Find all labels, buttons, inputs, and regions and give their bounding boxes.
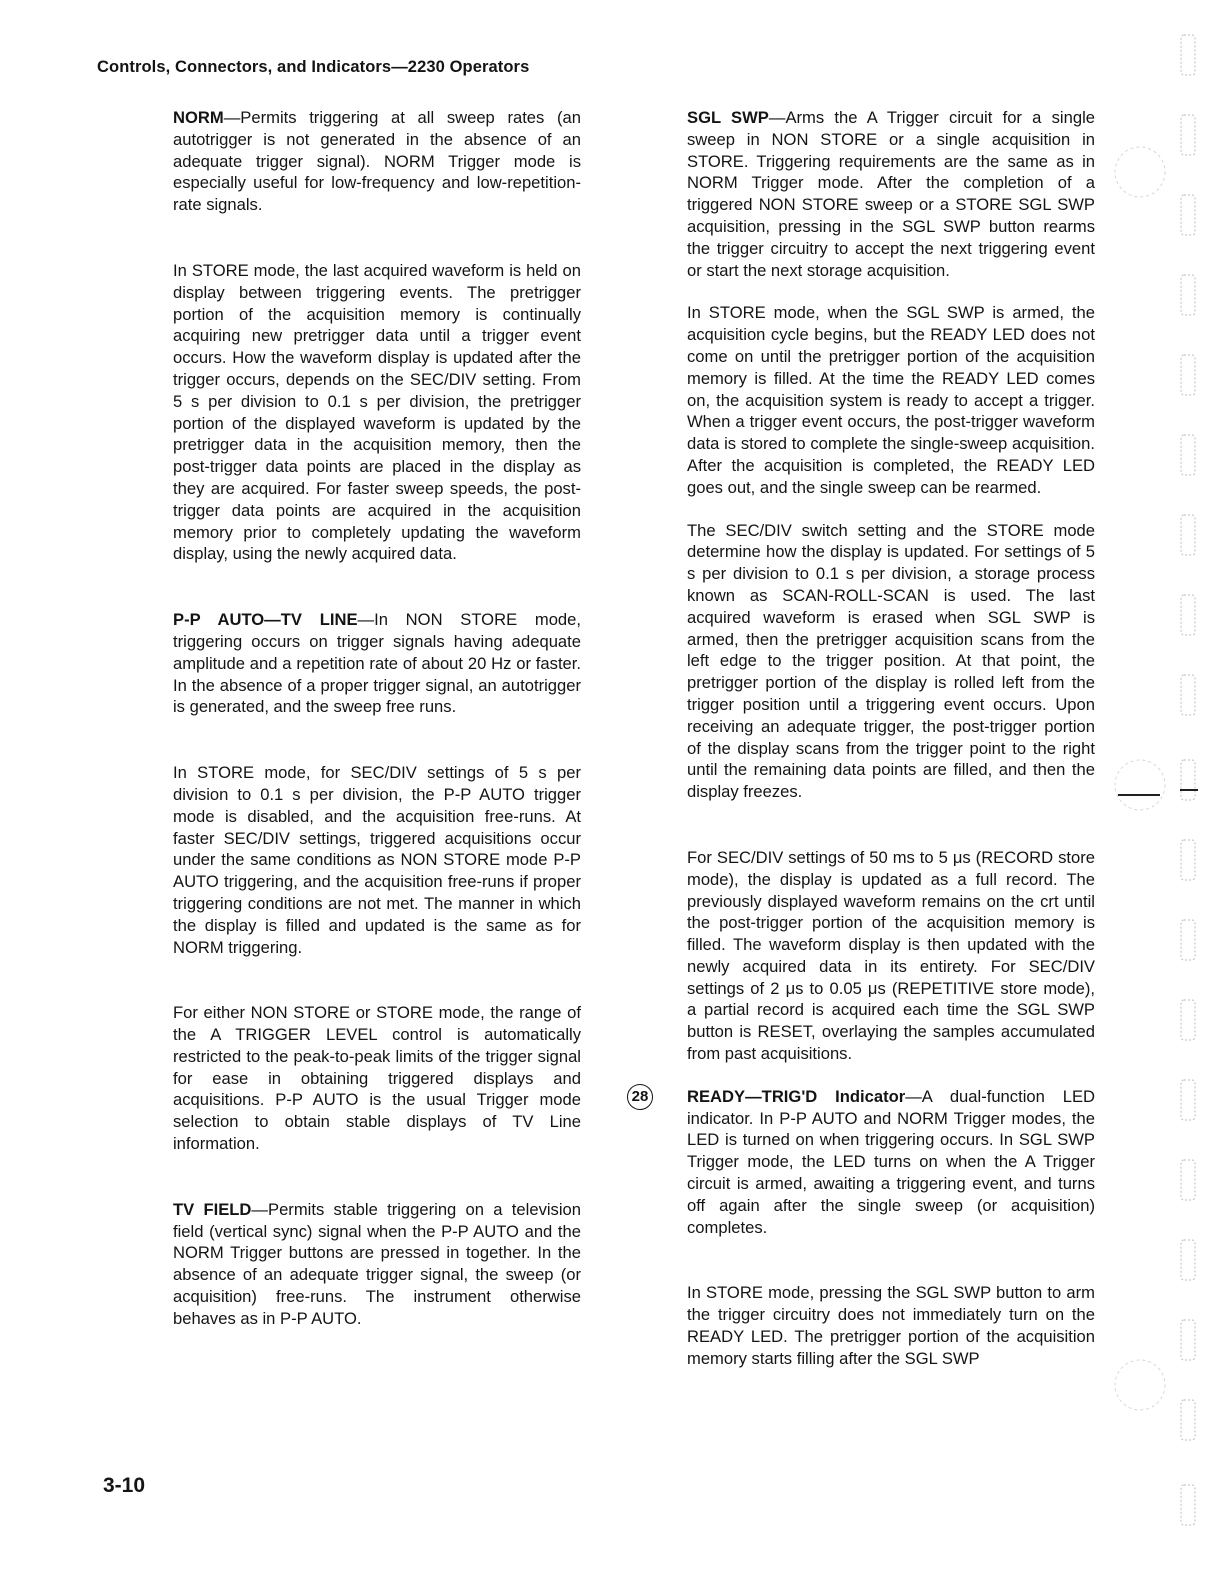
paragraph-ready-trigd (631, 1086, 1095, 1239)
paragraph-record-store (687, 847, 1095, 1065)
page-number: 3-10 (103, 1474, 146, 1497)
paragraph-text: —A dual-function LED indicator. In P-P AUTO and NORM Trigger modes, the LED is turned on when triggering occurs. In SGL SWP Trigger mode, the LED turns on when the A Trigger circuit is armed, awaiting a triggering event, and turns off again after the single sweep (or acquisition) completes. (687, 1086, 1095, 1237)
paragraph-text: —Permits triggering at all sweep rates (an autotrigger is not generated in the absence of an adequate trigger signal). NORM Trigger mode is especially useful for low-frequency and low-repetition-rate signals. (173, 108, 581, 215)
binder-hole-middle (1115, 760, 1165, 810)
paragraph-sgl-swp (687, 107, 1095, 281)
binder-tab-marks (1181, 35, 1195, 1525)
left-column (173, 107, 581, 1374)
term-ready-trigd: READY—TRIG'D Indicator (687, 1086, 906, 1106)
paragraph-pp-auto (173, 609, 581, 718)
paragraph-norm (173, 107, 581, 216)
paragraph-text: The SEC/DIV switch setting and the STORE mode determine how the display is updated. For settings of 5 s per division to 0.1 s per division, a storage process known as SCAN-ROLL-SCAN is used. The last acquired waveform is erased when SGL SWP is armed, then the pretrigger acquisition scans from the left edge to the trigger position. At that point, the pretrigger portion of the display is rolled left from the trigger position until a triggering event occurs. Upon receiving an adequate trigger, the post-trigger portion of the display scans from the trigger point to the right until the remaining data points are filled, and then the display freezes. (687, 520, 1095, 802)
paragraph-store-pp-auto (173, 762, 581, 958)
callout-number-28: 28 (627, 1084, 653, 1110)
paragraph-store-sgl-swp (687, 302, 1095, 498)
paragraph-store-ready-led (687, 1282, 1095, 1369)
binder-hole-top (1115, 147, 1165, 197)
paragraph-text: In STORE mode, the last acquired waveform is held on display between triggering events. The pretrigger portion of the acquisition memory is continually acquiring new pretrigger data until a trigger event occurs. How the waveform display is updated after the trigger occurs, depends on the SEC/DIV setting. From 5 s per division to 0.1 s per division, the pretrigger portion of the displayed waveform is updated by the pretrigger data in the acquisition memory, then the post-trigger data points are placed in the display as they are acquired. For faster sweep speeds, the post-trigger data points are acquired in the acquisition memory prior to completely updating the waveform display, using the newly acquired data. (173, 260, 581, 564)
paragraph-text: In STORE mode, pressing the SGL SWP button to arm the trigger circuitry does not immediately turn on the READY LED. The pretrigger portion of the acquisition memory starts filling after the SGL SWP (687, 1283, 1095, 1368)
running-header: Controls, Connectors, and Indicators—2230 Operators (97, 58, 530, 76)
paragraph-text: In STORE mode, when the SGL SWP is armed, the acquisition cycle begins, but the READY LED does not come on until the pretrigger portion of the acquisition memory is filled. At the time the READY LED comes on, the acquisition system is ready to accept a trigger. When a trigger event occurs, the post-trigger waveform data is stored to complete the single-sweep acquisition. After the acquisition is completed, the READY LED goes out, and the single sweep can be rearmed. (687, 303, 1095, 497)
binder-hole-bottom (1115, 1360, 1165, 1410)
paragraph-store-norm (173, 260, 581, 565)
paragraph-text: In STORE mode, for SEC/DIV settings of 5 s per division to 0.1 s per division, the P-P AUTO trigger mode is disabled, and the acquisition free-runs. At faster SEC/DIV settings, triggered acquisitions occur under the same conditions as NON STORE mode P-P AUTO triggering, and the acquisition free-runs if proper triggering conditions are not met. The manner in which the display is filled and updated is the same as for NORM triggering. (173, 763, 581, 957)
paragraph-text: —Arms the A Trigger circuit for a single sweep in NON STORE or a single acquisition in STORE. Triggering requirements are the same as in NORM Trigger mode. After the completion of a triggered NON STORE sweep or a STORE SGL SWP acquisition, pressing in the SGL SWP button rearms the trigger circuitry to accept the next triggering event or start the next storage acquisition. (687, 108, 1095, 280)
paragraph-text: For either NON STORE or STORE mode, the range of the A TRIGGER LEVEL control is automatically restricted to the peak-to-peak limits of the trigger signal for ease in obtaining triggered displays and acquisitions. P-P AUTO is the usual Trigger mode selection to obtain stable displays of TV Line information. (173, 1003, 581, 1154)
right-column (631, 107, 1095, 1391)
term-sgl-swp: SGL SWP (687, 108, 769, 127)
term-tv-field: TV FIELD (173, 1199, 252, 1219)
term-norm: NORM (173, 108, 224, 127)
paragraph-trigger-level (173, 1002, 581, 1155)
term-pp-auto-tv-line: P-P AUTO—TV LINE (173, 610, 358, 630)
paragraph-text: —In NON STORE mode, triggering occurs on trigger signals having adequate amplitude and a repetition rate of about 20 Hz or faster. In the absence of a proper trigger signal, an autotrigger is generated, and the sweep free runs. (173, 610, 581, 717)
paragraph-tv-field (173, 1199, 581, 1330)
paragraph-scan-roll-scan (687, 520, 1095, 803)
paragraph-text: For SEC/DIV settings of 50 ms to 5 μs (RECORD store mode), the display is updated as a full record. The previously displayed waveform remains on the crt until the post-trigger portion of the acquisition memory is filled. The waveform display is then updated with the newly acquired data in its entirety. For SEC/DIV settings of 2 μs to 0.05 μs (REPETITIVE store mode), a partial record is acquired each time the SGL SWP button is RESET, overlaying the samples accumulated from past acquisitions. (687, 847, 1095, 1064)
paragraph-text: —Permits stable triggering on a television field (vertical sync) signal when the P-P AUTO and the NORM Trigger buttons are pressed in together. In the absence of an adequate trigger signal, the sweep (or acquisition) free-runs. The instrument otherwise behaves as in P-P AUTO. (173, 1199, 581, 1328)
